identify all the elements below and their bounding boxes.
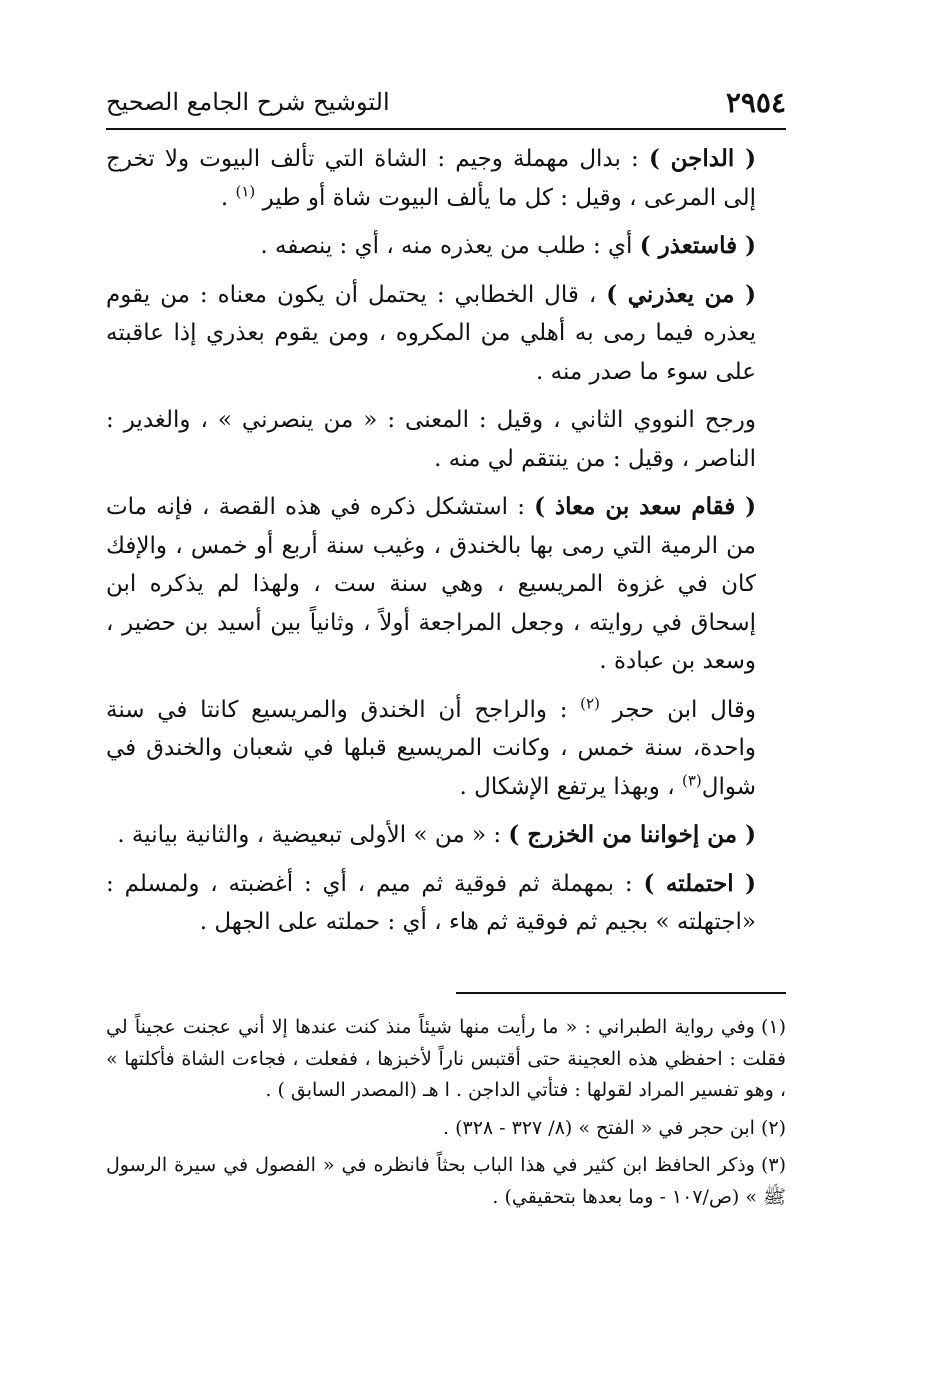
running-title: التوشيح شرح الجامع الصحيح (106, 88, 390, 116)
main-text (106, 140, 786, 952)
footnote-item (106, 1113, 786, 1145)
footnote-marker: (٢) (760, 1116, 786, 1139)
paragraph-ihtamalathu (106, 865, 786, 942)
term-heading: ( الداجن ) (648, 145, 756, 172)
paragraph-khazraj (106, 816, 786, 855)
term-heading: ( من يعذرني ) (606, 280, 756, 308)
footnotes (106, 1012, 786, 1219)
footnote-ref[interactable]: (٢) (580, 693, 600, 712)
paragraph-istadhar (106, 227, 786, 266)
footnote-item (106, 1012, 786, 1107)
paragraph-ibn-hajar (106, 691, 786, 807)
paragraph-nawawi (106, 401, 786, 478)
paragraph-text: : بدال مهملة وجيم : الشاة التي تألف البيوت ولا تخرج إلى المرعى ، وقيل : كل ما يألف البيوت شاة أو طير (106, 146, 756, 211)
paragraph-yadhiruni (106, 276, 786, 392)
footnote-marker: (١) (760, 1016, 786, 1038)
paragraph-text: . (220, 184, 236, 211)
paragraph-text: ، قال الخطابي : يحتمل أن يكون معناه : من يقوم يعذره فيما رمى به أهلي من المكروه ، ومن يقوم بعذري إذا عاقبته على سوء ما صدر منه . (106, 281, 756, 385)
paragraph-text: ورجح النووي الثاني ، وقيل : المعنى : « من ينصرني » ، والغدير : الناصر ، وقيل : من ينتقم لي منه . (106, 407, 756, 472)
paragraph-text: : « من » الأولى تبعيضية ، والثانية بيانية . (117, 822, 509, 848)
term-heading: ( من إخواننا من الخزرج ) (508, 821, 756, 848)
paragraph-text: : والراجح أن الخندق والمريسيع كانتا في سنة واحدة، سنة خمس ، وكانت المريسيع قبلها في شعبان والخندق في شوال (106, 696, 756, 800)
paragraph-text: : استشكل ذكره في هذه القصة ، فإنه مات من الرمية التي رمى بها بالخندق ، وغيب سنة أربع أو خمس ، والإفك كان في غزوة المريسيع ، وهي سنة ست ، ولهذا لم يذكره ابن إسحاق في روايته ، وجعل المراجعة أولاً ، وثانياً بين أسيد بن حضير ، وسعد بن عبادة . (106, 494, 756, 674)
paragraph-text: أي : طلب من يعذره منه ، أي : ينصفه . (260, 233, 640, 259)
page-number: ٢٩٥٤ (725, 86, 786, 119)
paragraph-saad (106, 488, 786, 681)
term-heading: ( فاستعذر ) (639, 232, 756, 259)
footnote-ref[interactable]: (٣) (681, 770, 702, 789)
footnote-ref[interactable]: (١) (235, 181, 256, 200)
paragraph-text: : بمهملة ثم فوقية ثم ميم ، أي : أغضبته ، ولمسلم : «اجتهلته » بجيم ثم فوقية ثم هاء ، أي : حملته على الجهل . (106, 870, 756, 935)
footnote-marker: (٣) (760, 1154, 786, 1176)
page-header (106, 78, 786, 130)
footnote-text: وفي رواية الطبراني : « ما رأيت منها شيئاً منذ كنت عندها إلا أني عجنت عجيناً لي فقلت : احفظي هذه العجينة حتى أقتبس ناراً لأخبزها ، ففعلت ، فجاءت الشاة فأكلتها » ، وهو تفسير المراد لقولها : فتأتي الداجن . ا هـ (المصدر السابق ) . (106, 1016, 786, 1101)
footnote-item (106, 1150, 786, 1213)
term-heading: ( احتملته ) (643, 869, 756, 897)
paragraph-text: وقال ابن حجر (599, 696, 756, 723)
paragraph-text: ، وبهذا يرتفع الإشكال . (459, 773, 682, 800)
footnote-text: ابن حجر في « الفتح » (٨/ ٣٢٧ - ٣٢٨) . (442, 1116, 755, 1139)
footnote-divider (456, 992, 786, 994)
term-heading: ( فقام سعد بن معاذ ) (534, 493, 756, 520)
paragraph-dajin (106, 140, 786, 217)
footnote-text: وذكر الحافظ ابن كثير في هذا الباب بحثاً فانظره في « الفصول في سيرة الرسول ﷺ » (ص/١٠٧ - وما بعدها بتحقيقي) . (106, 1154, 786, 1208)
